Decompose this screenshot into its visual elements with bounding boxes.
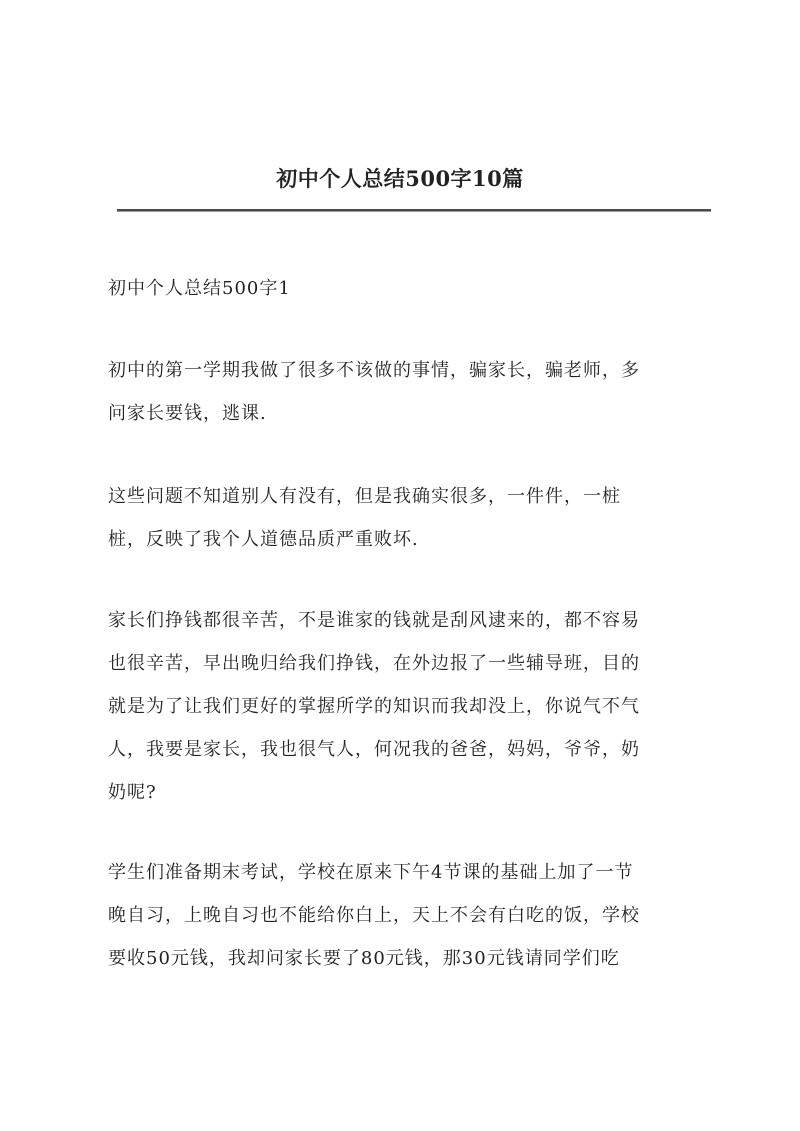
paragraph-line: 人，我要是家长，我也很气人，何况我的爸爸，妈妈，爷爷，奶 (108, 739, 640, 760)
paragraph-2 (108, 475, 708, 561)
title-divider (117, 209, 711, 212)
paragraph-line: 奶呢? (108, 782, 157, 803)
section-heading: 初中个人总结500字1 (108, 278, 291, 299)
paragraph-line: 家长们挣钱都很辛苦，不是谁家的钱就是刮风逮来的，都不容易 (108, 610, 640, 631)
paragraph-3 (108, 599, 708, 814)
paragraph-line: 桩，反映了我个人道德品质严重败坏. (108, 529, 419, 550)
paragraph-line: 晚自习，上晚自习也不能给你白上，天上不会有白吃的饭，学校 (108, 905, 640, 926)
paragraph-line: 问家长要钱，逃课. (108, 403, 267, 424)
paragraph-line: 初中的第一学期我做了很多不该做的事情，骗家长，骗老师，多 (108, 360, 640, 381)
paragraph-1 (108, 349, 708, 435)
page-title: 初中个人总结500字10篇 (276, 166, 524, 191)
paragraph-line: 要收50元钱，我却问家长要了80元钱，那30元钱请同学们吃 (108, 948, 620, 969)
paragraph-line: 学生们准备期末考试，学校在原来下午4节课的基础上加了一节 (108, 862, 634, 883)
paragraph-line: 就是为了让我们更好的掌握所学的知识而我却没上，你说气不气 (108, 696, 640, 717)
paragraph-line: 也很辛苦，早出晚归给我们挣钱，在外边报了一些辅导班，目的 (108, 653, 640, 674)
paragraph-4 (108, 851, 708, 980)
paragraph-line: 这些问题不知道别人有没有，但是我确实很多，一件件，一桩 (108, 486, 621, 507)
